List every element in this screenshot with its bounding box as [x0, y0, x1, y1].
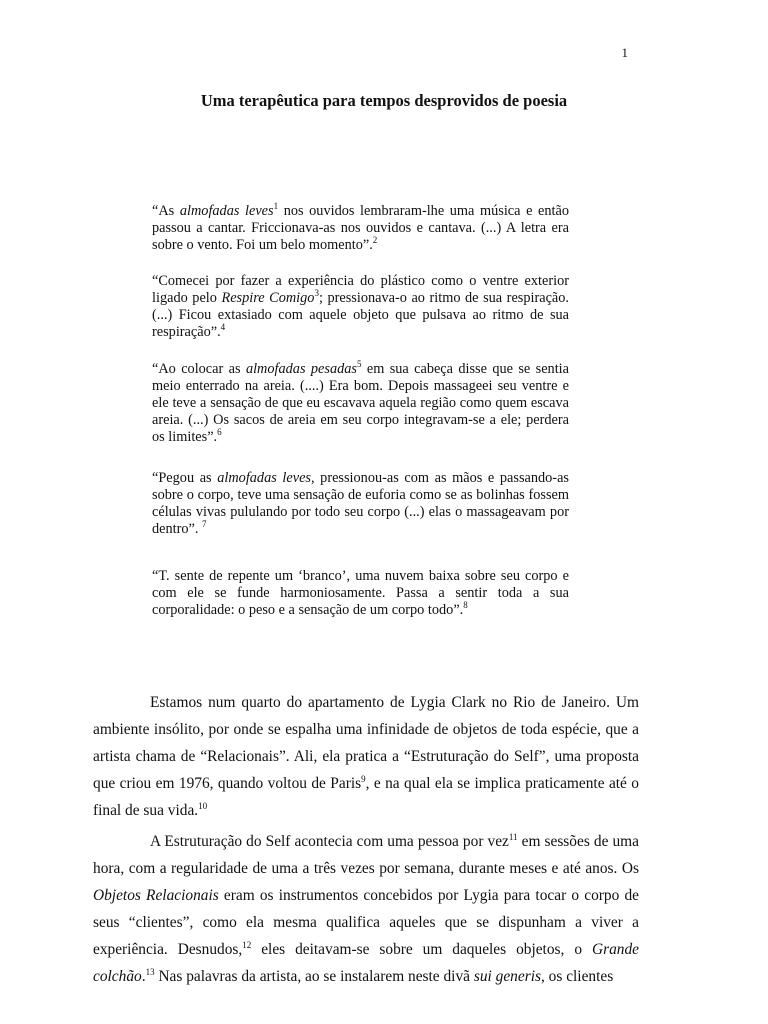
- footnote-ref-10: 10: [198, 801, 208, 811]
- footnote-ref-12: 12: [242, 940, 252, 950]
- footnote-ref-4: 4: [220, 322, 226, 332]
- footnote-ref-9: 9: [361, 774, 366, 784]
- page-title: Uma terapêutica para tempos desprovidos de poesia: [200, 91, 568, 110]
- footnote-ref-1: 1: [273, 201, 279, 211]
- epigraph-quote-2: “Comecei por fazer a experiência do plástico como o ventre exterior ligado pelo Respire Comigo$^3$; pressionava-o ao ritmo de sua respiração. (...) Ficou extasiado com aquele objeto que pulsava ao ritmo de sua respiração”.$^4$: [152, 273, 569, 340]
- footnote-ref-11: 11: [508, 832, 518, 842]
- epigraph-quote-1: “As almofadas leves$^1$ nos ouvidos lembraram-lhe uma música e então passou a cantar. Friccionava-as nos ouvidos e cantava. (...) A letra era sobre o vento. Foi um belo momento”.$^2$: [152, 201, 569, 253]
- footnote-ref-5: 5: [356, 359, 362, 369]
- page-number: 1: [621, 45, 628, 60]
- body-paragraph-2: A Estruturação do Self acontecia com uma pessoa por vez$^{11}$ em sessões de uma hora, com a regularidade de uma a três vezes por semana, durante meses e até anos. Os Objetos Relacionais eram os instrumentos concebidos por Lygia para tocar o corpo de seus “clientes”, como ela mesma qualifica aqueles que se dispunham a viver a experiência. Desnudos,$^{12}$ eles deitavam-se sobre um daqueles objetos, o Grande colchão.$^{13}$ Nas palavras da artista, ao se instalarem neste divã sui generis, os clientes: [93, 832, 640, 985]
- body-paragraph-1: Estamos num quarto do apartamento de Lygia Clark no Rio de Janeiro. Um ambiente insólito, por onde se espalha uma infinidade de objetos de toda espécie, que a artista chama de “Relacionais”. Ali, ela pratica a “Estruturação do Self”, uma proposta que criou em 1976, quando voltou de Paris$^9$, e na qual ela se implica praticamente até o final de sua vida.$^{10}$: [93, 694, 639, 819]
- epigraph-quote-4: “Pegou as almofadas leves, pressionou-as com as mãos e passando-as sobre o corpo, teve uma sensação de euforia como se as bolinhas fossem células vivas pululando por todo seu corpo (...) elas o massageavam por dentro”. $^7$: [152, 470, 569, 537]
- footnote-ref-13: 13: [145, 967, 155, 977]
- epigraph-quote-3: “Ao colocar as almofadas pesadas$^5$ em sua cabeça disse que se sentia meio enterrado na areia. (....) Era bom. Depois massageei seu ventre e ele teve a sensação de que eu escavava aquela região como quem escava areia. (...) Os sacos de areia em seu corpo integravam-se a ele; perdera os limites”.$^6$: [152, 359, 570, 445]
- footnote-ref-2: 2: [372, 235, 378, 245]
- epigraph-quote-5: “T. sente de repente um ‘branco’, uma nuvem baixa sobre seu corpo e com ele se funde harmoniosamente. Passa a sentir toda a sua corporalidade: o peso e a sensação de um corpo todo”.$^8$: [152, 568, 569, 618]
- footnote-ref-6: 6: [217, 427, 222, 437]
- footnote-ref-3: 3: [314, 288, 319, 298]
- footnote-ref-7: 7: [202, 519, 207, 529]
- footnote-ref-8: 8: [463, 600, 468, 610]
